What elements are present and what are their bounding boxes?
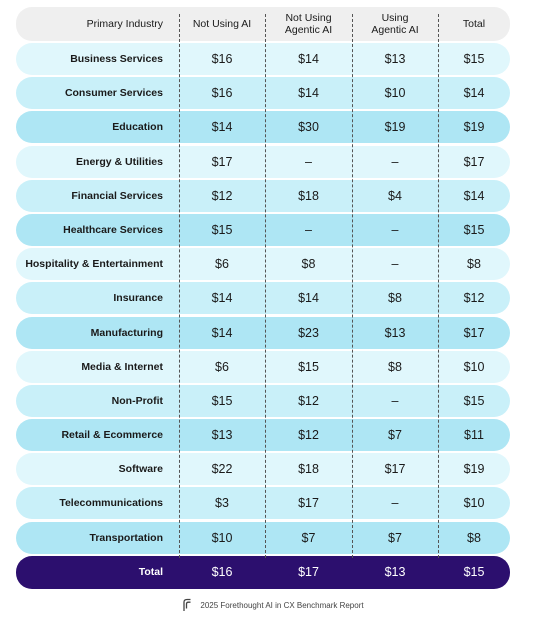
- header-industry: Primary Industry: [86, 18, 163, 30]
- value-not-using-agentic-ai: $14: [298, 291, 319, 306]
- table-body: [16, 43, 510, 554]
- value-not-using-ai: $6: [215, 359, 229, 374]
- industry-name: Healthcare Services: [63, 223, 163, 236]
- industry-name: Retail & Ecommerce: [61, 429, 163, 442]
- value-total: $14: [463, 86, 485, 101]
- table-row: [16, 522, 510, 554]
- header-not-using-agentic-ai-line2: Agentic AI: [284, 24, 333, 36]
- value-using-agentic-ai: $10: [384, 86, 406, 101]
- value-using-agentic-ai: $7: [388, 530, 402, 545]
- industry-name: Insurance: [113, 292, 163, 305]
- column-divider: [179, 14, 180, 558]
- value-using-agentic-ai: $13: [384, 52, 406, 66]
- value-not-using-agentic-ai: $12: [298, 428, 319, 443]
- value-using-agentic-ai: –: [391, 154, 399, 169]
- value-not-using-agentic-ai: $17: [298, 496, 319, 511]
- table-row: [16, 317, 510, 349]
- industry-name: Telecommunications: [59, 497, 163, 510]
- value-total: $15: [463, 52, 485, 66]
- value-using-agentic-ai: $17: [384, 462, 406, 477]
- header-using-agentic-ai-line1: Using: [381, 12, 409, 24]
- industry-name: Non-Profit: [111, 394, 163, 407]
- value-not-using-ai: $14: [211, 325, 233, 340]
- total-not-using-agentic-ai: $17: [298, 565, 319, 580]
- value-not-using-agentic-ai: $14: [298, 86, 319, 101]
- value-using-agentic-ai: $13: [384, 325, 406, 340]
- value-not-using-agentic-ai: $18: [298, 188, 319, 203]
- value-not-using-ai: $12: [211, 188, 233, 203]
- column-divider: [352, 14, 353, 558]
- value-not-using-ai: $15: [211, 222, 233, 237]
- table-row: [16, 146, 510, 178]
- value-total: $8: [467, 530, 481, 545]
- value-total: $10: [463, 496, 485, 511]
- table-row: [16, 180, 510, 212]
- industry-name: Hospitality & Entertainment: [25, 258, 163, 271]
- value-not-using-ai: $17: [211, 154, 233, 169]
- benchmark-table: [16, 7, 510, 591]
- forethought-logo-icon: [182, 598, 192, 612]
- value-using-agentic-ai: $4: [388, 188, 402, 203]
- header-using-agentic-ai: [352, 12, 438, 36]
- value-not-using-ai: $15: [211, 393, 233, 408]
- industry-name: Manufacturing: [90, 326, 163, 339]
- table-row: [16, 43, 510, 75]
- value-not-using-agentic-ai: $8: [301, 257, 316, 272]
- table-row: [16, 419, 510, 451]
- value-total: $12: [463, 291, 485, 306]
- table-row: [16, 248, 510, 280]
- value-using-agentic-ai: –: [391, 496, 399, 511]
- value-total: $19: [463, 120, 485, 135]
- value-using-agentic-ai: $7: [388, 428, 402, 443]
- value-not-using-ai: $14: [211, 120, 233, 135]
- value-total: $17: [463, 325, 485, 340]
- header-not-using-agentic-ai-line1: Not Using: [285, 12, 332, 24]
- value-total: $10: [463, 359, 485, 374]
- value-total: $14: [463, 188, 485, 203]
- table-row: [16, 487, 510, 519]
- value-not-using-agentic-ai: $14: [298, 52, 319, 66]
- table-header-row: [16, 7, 510, 41]
- value-using-agentic-ai: $19: [384, 120, 406, 135]
- value-not-using-agentic-ai: $12: [298, 393, 319, 408]
- value-not-using-agentic-ai: $30: [298, 120, 319, 135]
- header-not-using-agentic-ai: [265, 12, 352, 36]
- value-total: $15: [463, 222, 485, 237]
- industry-name: Consumer Services: [64, 87, 163, 100]
- industry-name: Software: [118, 463, 163, 476]
- total-not-using-ai: $16: [211, 565, 233, 580]
- value-not-using-ai: $22: [211, 462, 233, 477]
- total-label: Total: [138, 566, 163, 579]
- industry-name: Financial Services: [71, 189, 163, 202]
- value-not-using-agentic-ai: $23: [298, 325, 319, 340]
- table-row: [16, 111, 510, 143]
- total-total: $15: [463, 565, 485, 580]
- value-total: $11: [464, 428, 484, 443]
- value-not-using-ai: $16: [211, 52, 233, 66]
- table-row: [16, 214, 510, 246]
- value-total: $8: [467, 257, 481, 272]
- value-not-using-agentic-ai: –: [305, 154, 312, 169]
- value-not-using-ai: $14: [211, 291, 233, 306]
- header-not-using-ai: Not Using AI: [192, 18, 252, 30]
- column-divider: [265, 14, 266, 558]
- value-using-agentic-ai: $8: [388, 359, 402, 374]
- value-using-agentic-ai: –: [391, 222, 399, 237]
- industry-name: Media & Internet: [81, 360, 163, 373]
- value-not-using-agentic-ai: –: [305, 222, 312, 237]
- header-total: Total: [462, 18, 486, 30]
- value-using-agentic-ai: $8: [388, 291, 402, 306]
- value-not-using-ai: $16: [211, 86, 233, 101]
- total-using-agentic-ai: $13: [384, 565, 406, 580]
- value-not-using-ai: $13: [211, 428, 233, 443]
- table-row: [16, 77, 510, 109]
- table-total-row: [16, 556, 510, 589]
- header-using-agentic-ai-line2: Agentic AI: [371, 24, 419, 36]
- value-using-agentic-ai: –: [391, 257, 399, 272]
- table-row: [16, 351, 510, 383]
- value-not-using-ai: $6: [215, 257, 229, 272]
- footer-text: 2025 Forethought AI in CX Benchmark Report: [200, 600, 364, 610]
- report-footer: [0, 598, 546, 612]
- industry-name: Education: [112, 121, 163, 134]
- value-using-agentic-ai: –: [391, 393, 399, 408]
- value-not-using-agentic-ai: $7: [301, 530, 316, 545]
- table-row: [16, 282, 510, 314]
- industry-name: Business Services: [70, 53, 163, 65]
- table-row: [16, 453, 510, 485]
- value-not-using-ai: $10: [211, 530, 233, 545]
- industry-name: Transportation: [89, 531, 163, 544]
- value-not-using-agentic-ai: $15: [298, 359, 319, 374]
- value-total: $17: [463, 154, 485, 169]
- industry-name: Energy & Utilities: [76, 155, 163, 168]
- value-total: $15: [463, 393, 485, 408]
- value-not-using-ai: $3: [215, 496, 229, 511]
- value-not-using-agentic-ai: $18: [298, 462, 319, 477]
- table-row: [16, 385, 510, 417]
- column-divider: [438, 14, 439, 558]
- value-total: $19: [463, 462, 485, 477]
